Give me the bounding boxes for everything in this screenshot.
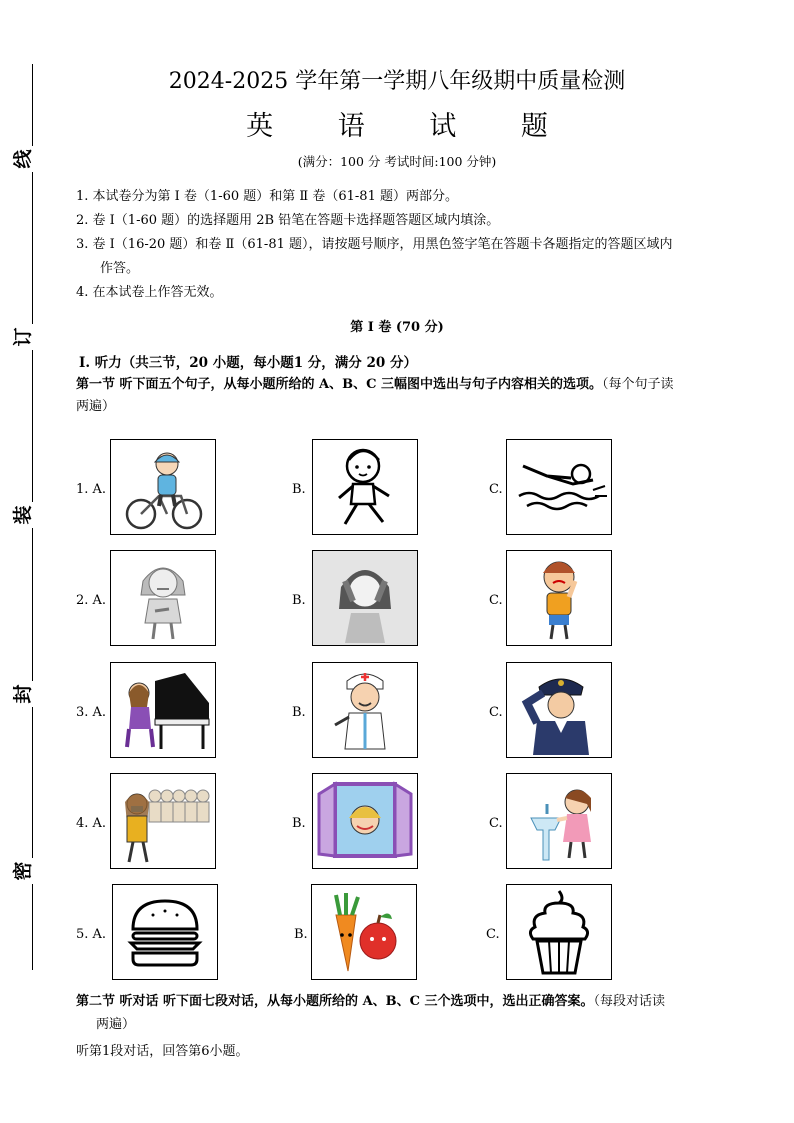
question-5 xyxy=(0,884,794,982)
question-3-b-label: B. xyxy=(292,705,306,720)
instruction-2: 2. 卷 Ⅰ（1-60 题）的选择题用 2B 铅笔在答题卡选择题答题区域内填涂。 xyxy=(76,213,500,228)
question-1-c-label: C. xyxy=(489,482,503,497)
dialogue-1-prompt: 听第1段对话，回答第6小题。 xyxy=(76,1044,249,1059)
headache-girl-icon[interactable] xyxy=(312,550,418,646)
swimming-man-icon[interactable] xyxy=(506,439,612,535)
piano-player-icon[interactable] xyxy=(110,662,216,758)
section2-instruction xyxy=(76,990,726,1036)
stomachache-girl-icon[interactable] xyxy=(110,550,216,646)
hand-washing-icon[interactable] xyxy=(506,773,612,869)
binding-char-mi: 密 xyxy=(12,858,34,884)
instructions xyxy=(76,185,726,305)
section1-instruction xyxy=(76,374,726,418)
question-2 xyxy=(0,550,794,648)
police-officer-icon[interactable] xyxy=(506,662,612,758)
question-3-a-label: 3. A. xyxy=(76,705,107,720)
question-4-a-label: 4. A. xyxy=(76,816,107,831)
instruction-3-cont: 作答。 xyxy=(100,261,140,276)
question-5-c-label: C. xyxy=(486,927,500,942)
question-2-c-label: C. xyxy=(489,593,503,608)
exam-subject: 英 语 试 题 xyxy=(246,111,576,142)
question-5-b-label: B. xyxy=(294,927,308,942)
question-4-c-label: C. xyxy=(489,816,503,831)
crowd-mask-icon[interactable] xyxy=(110,773,216,869)
question-1-b-label: B. xyxy=(292,482,306,497)
question-1-a-label: 1. A. xyxy=(76,482,107,497)
instruction-4: 4. 在本试卷上作答无效。 xyxy=(76,285,223,300)
question-3-c-label: C. xyxy=(489,705,503,720)
instruction-3: 3. 卷 Ⅰ（16-20 题）和卷 Ⅱ（61-81 题），请按题号顺序，用黑色签字笔在答题卡各题指定的答题区域内 xyxy=(76,237,673,252)
hamburger-icon[interactable] xyxy=(112,884,218,980)
question-1 xyxy=(0,439,794,537)
section1-note-cont: 两遍） xyxy=(76,399,116,414)
binding-char-zhuang: 装 xyxy=(12,502,34,528)
binding-char-xian: 线 xyxy=(12,146,34,172)
question-4 xyxy=(0,773,794,871)
exam-title: 2024-2025 学年第一学期八年级期中质量检测 xyxy=(168,69,626,94)
doctor-icon[interactable] xyxy=(312,662,418,758)
part-title: 第 Ⅰ 卷 (70 分) xyxy=(350,320,444,335)
question-3 xyxy=(0,662,794,760)
section1-note: （每个句子读 xyxy=(602,377,674,392)
section2-label: 第二节 听对话 听下面七段对话，从每小题所给的 A、B、C 三个选项中，选出正确答案。 xyxy=(76,994,594,1009)
binding-char-ding: 订 xyxy=(12,324,34,350)
section-title: Ⅰ. 听力（共三节，20 小题，每小题1 分，满分 20 分） xyxy=(79,355,417,371)
exam-meta: (满分：100 分 考试时间:100 分钟) xyxy=(297,154,497,169)
cycling-boy-icon[interactable] xyxy=(110,439,216,535)
question-2-a-label: 2. A. xyxy=(76,593,107,608)
question-5-a-label: 5. A. xyxy=(76,927,107,942)
question-4-b-label: B. xyxy=(292,816,306,831)
open-window-icon[interactable] xyxy=(312,773,418,869)
binding-char-feng: 封 xyxy=(12,681,34,707)
instruction-1: 1. 本试卷分为第 Ⅰ 卷（1-60 题）和第 Ⅱ 卷（61-81 题）两部分。 xyxy=(76,189,458,204)
question-2-b-label: B. xyxy=(292,593,306,608)
running-boy-icon[interactable] xyxy=(312,439,418,535)
ice-cream-icon[interactable] xyxy=(506,884,612,980)
toothache-boy-icon[interactable] xyxy=(506,550,612,646)
section2-note-cont: 两遍） xyxy=(96,1017,136,1032)
carrot-apple-icon[interactable] xyxy=(311,884,417,980)
section2-note: （每段对话读 xyxy=(593,994,666,1009)
section1-label: 第一节 听下面五个句子，从每小题所给的 A、B、C 三幅图中选出与句子内容相关的选项。 xyxy=(76,377,602,392)
